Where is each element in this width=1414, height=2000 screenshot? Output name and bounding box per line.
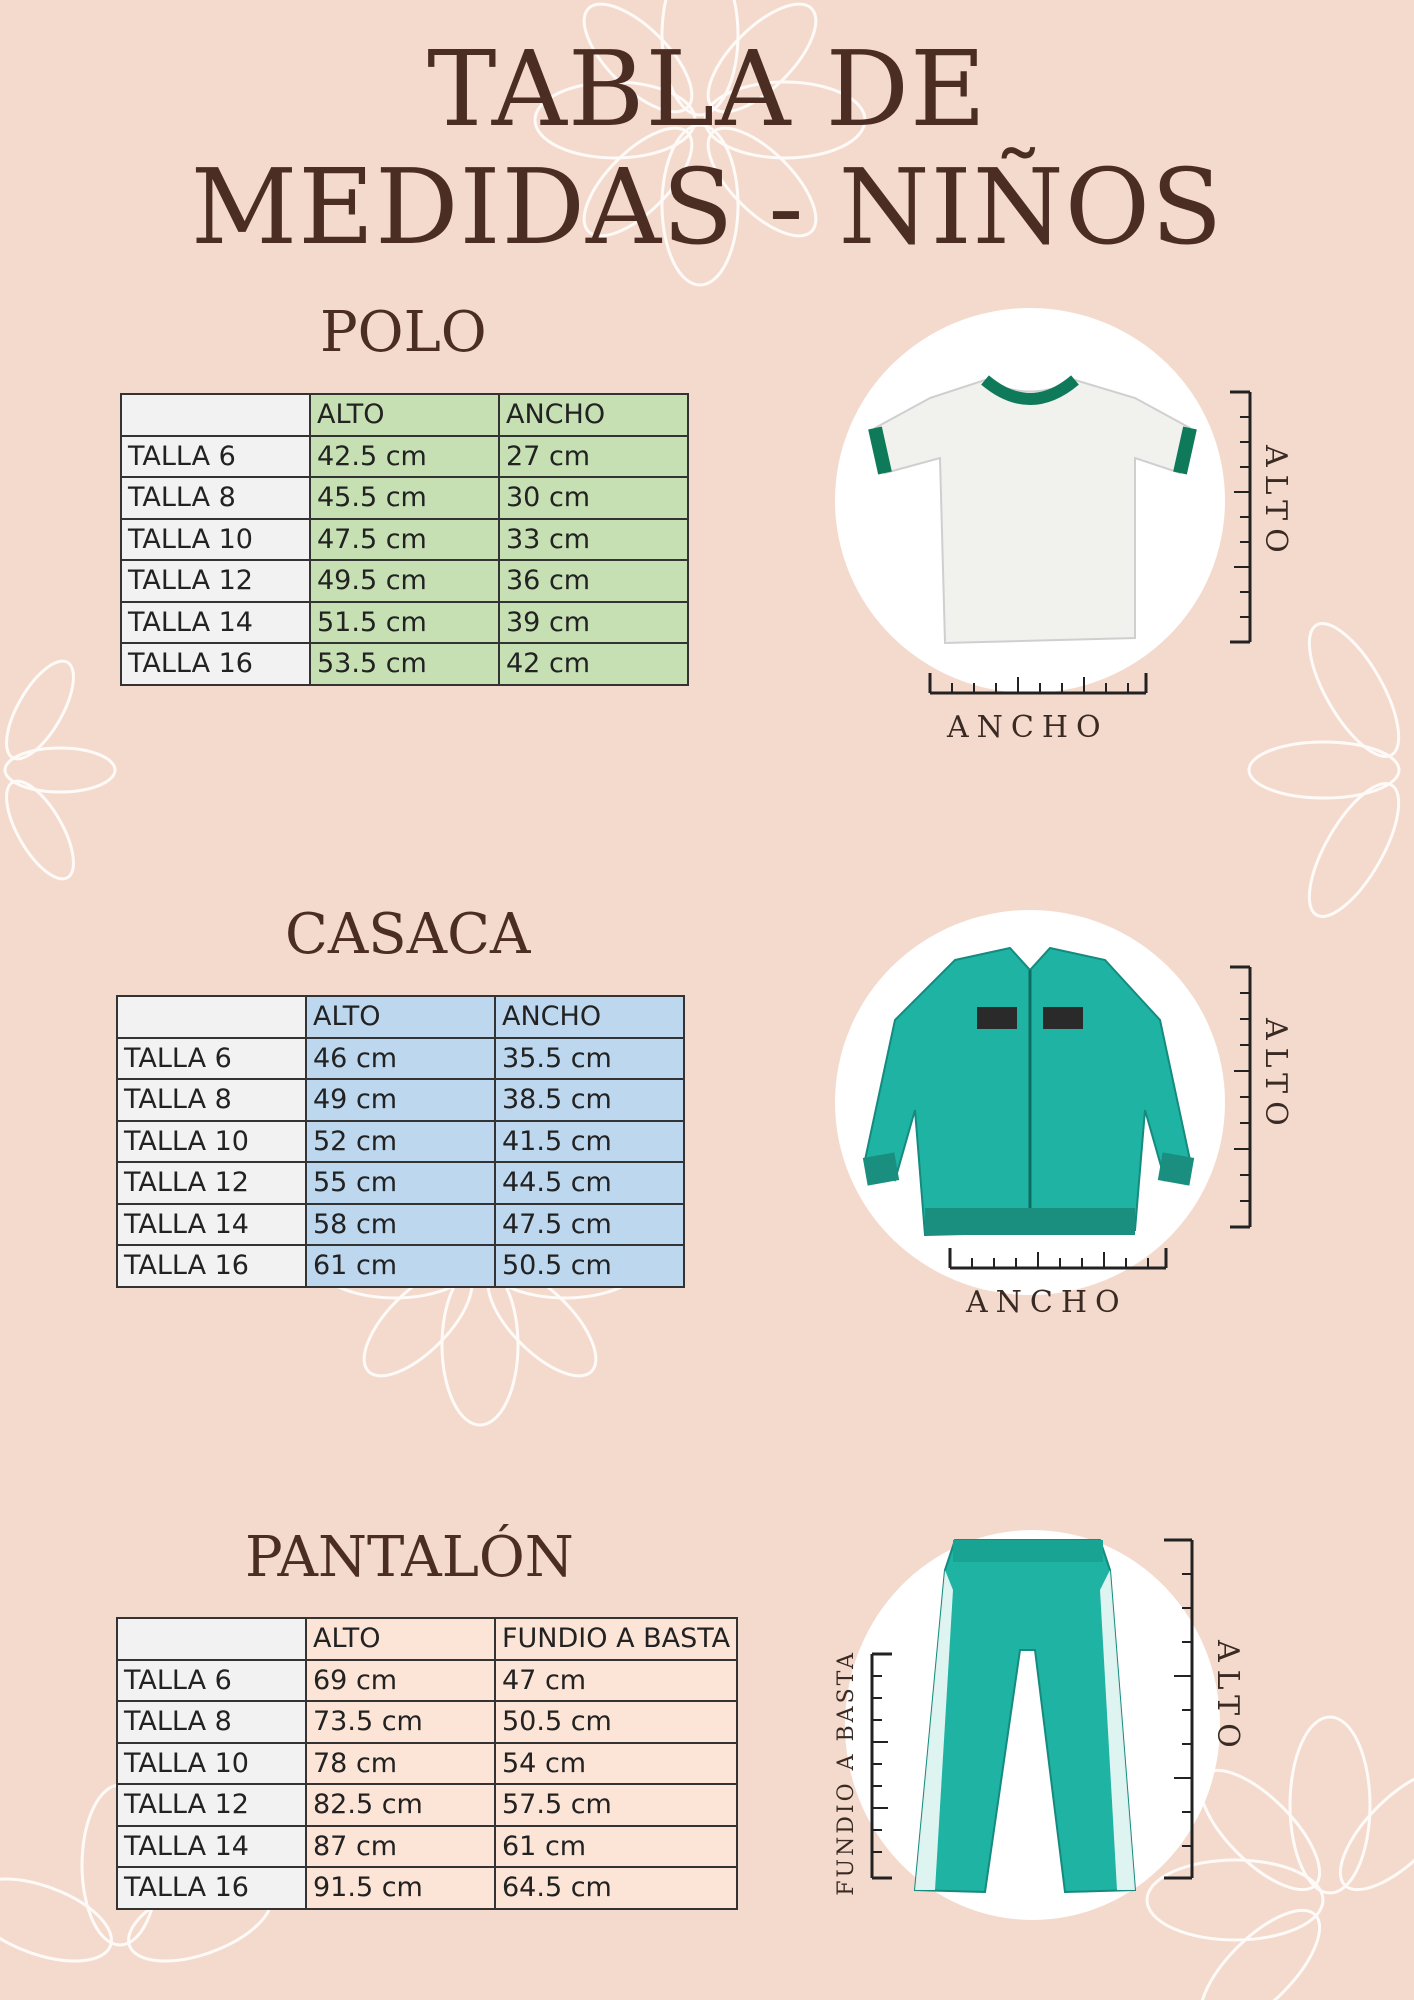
table-header-cell: ALTO xyxy=(306,996,495,1038)
table-row xyxy=(117,1660,737,1702)
table-cell: 58 cm xyxy=(306,1204,495,1246)
casaca-photo-circle xyxy=(835,910,1225,1295)
height-ruler-icon xyxy=(1220,965,1260,1230)
table-cell: 87 cm xyxy=(306,1826,495,1868)
table-header-row xyxy=(117,1618,737,1660)
table-cell: TALLA 10 xyxy=(117,1121,306,1163)
table-cell: 33 cm xyxy=(499,519,688,561)
casaca-height-label: ALTO xyxy=(1258,1018,1293,1134)
table-cell xyxy=(121,394,310,436)
table-row xyxy=(121,436,688,478)
polo-height-label: ALTO xyxy=(1258,445,1293,561)
table-cell: 42 cm xyxy=(499,643,688,685)
page-title xyxy=(0,30,1414,266)
pantalon-title: PANTALÓN xyxy=(245,1525,574,1590)
table-cell: 45.5 cm xyxy=(310,477,499,519)
table-row xyxy=(117,1867,737,1909)
table-cell: 46 cm xyxy=(306,1038,495,1080)
table-header-row xyxy=(117,996,684,1038)
table-cell: TALLA 16 xyxy=(117,1867,306,1909)
polo-title: POLO xyxy=(320,300,487,365)
table-row xyxy=(117,1784,737,1826)
table-row xyxy=(117,1743,737,1785)
width-ruler-icon xyxy=(928,665,1148,697)
table-cell: 61 cm xyxy=(306,1245,495,1287)
table-cell: TALLA 8 xyxy=(121,477,310,519)
table-cell: 35.5 cm xyxy=(495,1038,684,1080)
table-cell: TALLA 12 xyxy=(121,560,310,602)
tshirt-icon xyxy=(835,308,1225,693)
table-row xyxy=(121,519,688,561)
table-cell: 73.5 cm xyxy=(306,1701,495,1743)
table-row xyxy=(117,1162,684,1204)
table-cell: 44.5 cm xyxy=(495,1162,684,1204)
table-cell: 39 cm xyxy=(499,602,688,644)
table-cell: TALLA 16 xyxy=(117,1245,306,1287)
table-cell: TALLA 6 xyxy=(121,436,310,478)
table-cell: 30 cm xyxy=(499,477,688,519)
table-row xyxy=(117,1121,684,1163)
width-ruler-icon xyxy=(948,1240,1168,1272)
casaca-title: CASACA xyxy=(285,902,531,967)
table-row xyxy=(117,1038,684,1080)
title-line-2: MEDIDAS - NIÑOS xyxy=(190,146,1224,268)
table-cell: 64.5 cm xyxy=(495,1867,737,1909)
casaca-size-table xyxy=(116,995,685,1288)
table-row xyxy=(117,1079,684,1121)
table-cell: 54 cm xyxy=(495,1743,737,1785)
table-header-cell: FUNDIO A BASTA xyxy=(495,1618,737,1660)
table-header-cell: ALTO xyxy=(306,1618,495,1660)
inseam-ruler-icon xyxy=(868,1652,896,1880)
table-header-cell: ANCHO xyxy=(499,394,688,436)
table-cell: 57.5 cm xyxy=(495,1784,737,1826)
table-cell: TALLA 14 xyxy=(121,602,310,644)
table-cell: 47.5 cm xyxy=(495,1204,684,1246)
table-cell: TALLA 6 xyxy=(117,1660,306,1702)
jacket-icon xyxy=(835,910,1225,1295)
table-cell: 91.5 cm xyxy=(306,1867,495,1909)
table-cell: 61 cm xyxy=(495,1826,737,1868)
table-cell: 27 cm xyxy=(499,436,688,478)
polo-photo-circle xyxy=(835,308,1225,693)
title-line-1: TABLA DE xyxy=(427,28,987,150)
table-header-cell: ALTO xyxy=(310,394,499,436)
table-cell: TALLA 12 xyxy=(117,1784,306,1826)
table-cell: 51.5 cm xyxy=(310,602,499,644)
table-cell: 47 cm xyxy=(495,1660,737,1702)
table-row xyxy=(117,1826,737,1868)
table-row xyxy=(121,560,688,602)
height-ruler-icon xyxy=(1220,390,1260,645)
table-cell: TALLA 10 xyxy=(121,519,310,561)
table-cell: TALLA 14 xyxy=(117,1204,306,1246)
table-row xyxy=(121,602,688,644)
table-row xyxy=(121,643,688,685)
table-row xyxy=(117,1245,684,1287)
height-ruler-icon xyxy=(1160,1538,1200,1880)
table-cell: 82.5 cm xyxy=(306,1784,495,1826)
table-cell: 55 cm xyxy=(306,1162,495,1204)
table-cell: TALLA 8 xyxy=(117,1701,306,1743)
table-cell: TALLA 6 xyxy=(117,1038,306,1080)
table-cell: 50.5 cm xyxy=(495,1701,737,1743)
table-cell: TALLA 12 xyxy=(117,1162,306,1204)
table-header-row xyxy=(121,394,688,436)
polo-size-table xyxy=(120,393,689,686)
table-row xyxy=(117,1204,684,1246)
casaca-width-label: ANCHO xyxy=(966,1285,1128,1320)
pantalon-inseam-label: FUNDIO A BASTA xyxy=(834,1650,859,1896)
pantalon-height-label: ALTO xyxy=(1210,1640,1245,1756)
table-cell: 36 cm xyxy=(499,560,688,602)
table-cell: 53.5 cm xyxy=(310,643,499,685)
table-cell: 38.5 cm xyxy=(495,1079,684,1121)
polo-width-label: ANCHO xyxy=(947,710,1109,745)
table-cell: TALLA 16 xyxy=(121,643,310,685)
table-cell: 52 cm xyxy=(306,1121,495,1163)
table-cell: 50.5 cm xyxy=(495,1245,684,1287)
table-cell: 41.5 cm xyxy=(495,1121,684,1163)
table-cell: 47.5 cm xyxy=(310,519,499,561)
table-header-cell: ANCHO xyxy=(495,996,684,1038)
table-cell: 69 cm xyxy=(306,1660,495,1702)
table-cell: TALLA 14 xyxy=(117,1826,306,1868)
table-cell: TALLA 10 xyxy=(117,1743,306,1785)
table-cell: 49 cm xyxy=(306,1079,495,1121)
table-row xyxy=(121,477,688,519)
table-cell: 78 cm xyxy=(306,1743,495,1785)
table-cell: 49.5 cm xyxy=(310,560,499,602)
table-cell: TALLA 8 xyxy=(117,1079,306,1121)
pantalon-size-table xyxy=(116,1617,738,1910)
table-cell xyxy=(117,996,306,1038)
table-cell: 42.5 cm xyxy=(310,436,499,478)
table-cell xyxy=(117,1618,306,1660)
table-row xyxy=(117,1701,737,1743)
